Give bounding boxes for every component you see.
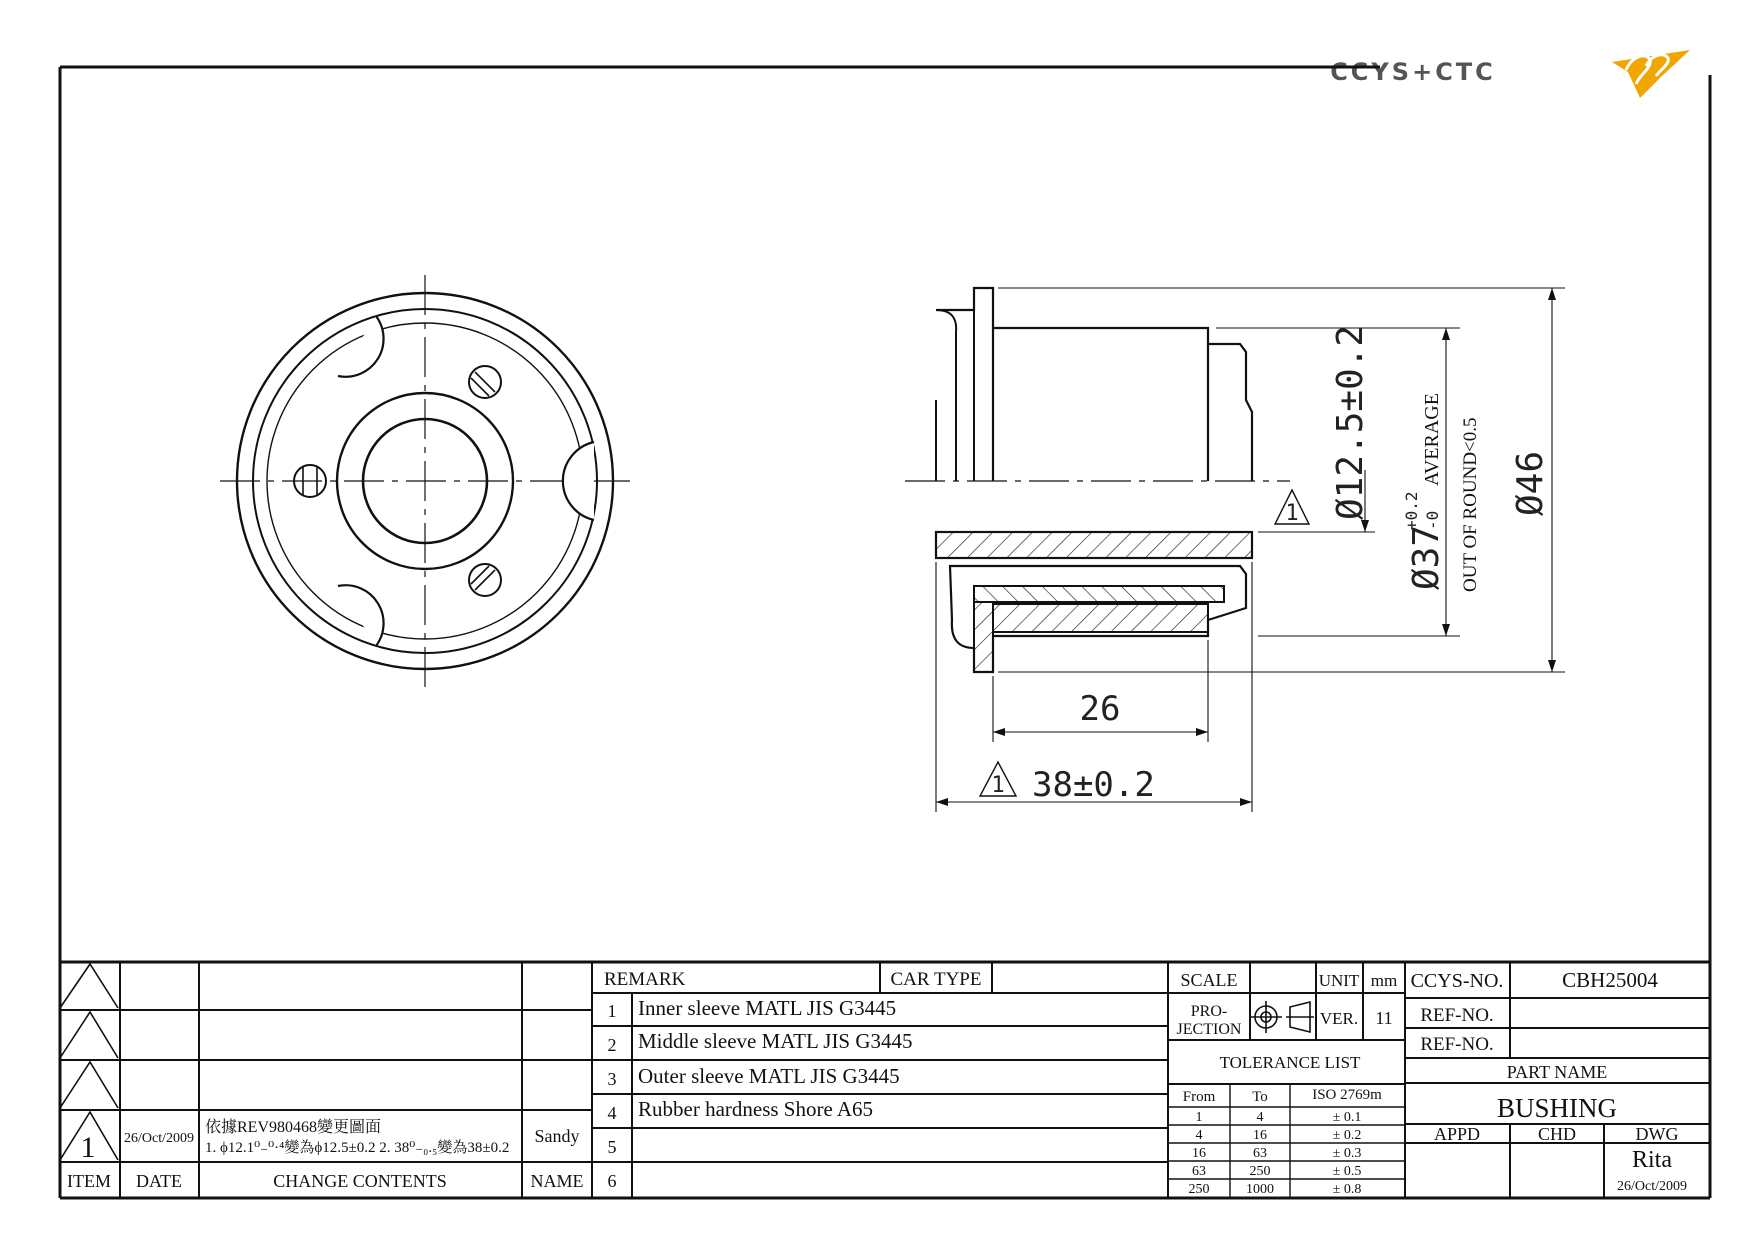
tol-to-1: 4 <box>1256 1110 1264 1125</box>
tol-value-2: ± 0.2 <box>1332 1128 1362 1143</box>
dim-out-of-round: OUT OF ROUND<0.5 <box>1460 417 1481 592</box>
tol-to-5: 1000 <box>1246 1182 1274 1197</box>
remark-header: REMARK <box>604 969 686 990</box>
tol-header-to: To <box>1252 1089 1268 1105</box>
remark-text-3: Outer sleeve MATL JIS G3445 <box>638 1064 900 1088</box>
tolerance-title: TOLERANCE LIST <box>1219 1053 1361 1072</box>
dwg-name: Rita <box>1632 1147 1672 1173</box>
unit-label: UNIT <box>1318 971 1360 990</box>
projection-symbol-icon <box>1250 1001 1314 1033</box>
remark-text-1: Inner sleeve MATL JIS G3445 <box>638 996 897 1020</box>
tol-from-4: 63 <box>1192 1164 1206 1179</box>
dim-outer-dia: Ø46 <box>1510 450 1551 516</box>
dim-avg-tol-lower: -0 <box>1423 510 1442 530</box>
tol-from-3: 16 <box>1192 1146 1206 1161</box>
remark-no-1: 1 <box>607 1001 617 1021</box>
remark-no-4: 4 <box>607 1103 617 1123</box>
remark-text-4: Rubber hardness Shore A65 <box>638 1097 874 1121</box>
rev-contents-4-line1: 依據REV980468變更圖面 <box>205 1119 382 1136</box>
dwg-label: DWG <box>1635 1124 1679 1144</box>
dwg-date: 26/Oct/2009 <box>1617 1179 1687 1194</box>
tol-to-3: 63 <box>1253 1146 1267 1161</box>
tol-from-5: 250 <box>1188 1182 1210 1197</box>
projection-label-1: PRO- <box>1190 1003 1228 1020</box>
chd-label: CHD <box>1537 1124 1577 1144</box>
tol-from-2: 4 <box>1195 1128 1203 1143</box>
dim-avg-tol-upper: +0.2 <box>1402 491 1421 530</box>
remark-no-3: 3 <box>607 1069 617 1089</box>
part-info-block <box>1411 968 1687 1194</box>
appd-label: APPD <box>1433 1124 1481 1144</box>
rev-date-4: 26/Oct/2009 <box>124 1131 194 1146</box>
tol-header-iso: ISO 2769m <box>1312 1087 1382 1103</box>
remark-text-2: Middle sleeve MATL JIS G3445 <box>638 1029 913 1053</box>
rev-contents-4-line2: 1. ϕ12.1⁰₋⁰·⁴變為ϕ12.5±0.2 2. 38⁰₋₀.₅變為38±0.2 <box>205 1140 510 1156</box>
dim-inner-dia: Ø12.5±0.2 <box>1330 324 1371 520</box>
ref-no-label-2: REF-NO. <box>1420 1034 1494 1055</box>
tol-to-2: 16 <box>1253 1128 1267 1143</box>
header-date: DATE <box>136 1171 182 1191</box>
company-logo <box>1330 50 1690 98</box>
rev-item-4: 1 <box>80 1131 96 1164</box>
tol-value-3: ± 0.3 <box>1332 1146 1362 1161</box>
rev-name-4: Sandy <box>534 1126 580 1146</box>
section-view <box>905 288 1290 672</box>
remark-no-2: 2 <box>607 1035 617 1055</box>
tol-to-4: 250 <box>1249 1164 1271 1179</box>
ccys-no-value: CBH25004 <box>1562 968 1658 992</box>
rev-marker-bottom: 1 <box>991 773 1005 798</box>
dim-width-26: 26 <box>1079 689 1121 729</box>
tol-from-1: 1 <box>1195 1110 1203 1125</box>
ver-value: 11 <box>1375 1008 1393 1028</box>
logo-text: CCYS+CTC <box>1330 58 1496 86</box>
ref-no-label-1: REF-NO. <box>1420 1005 1494 1026</box>
ccys-no-label: CCYS-NO. <box>1410 970 1504 992</box>
remark-table <box>604 969 981 1191</box>
header-item: ITEM <box>67 1171 111 1191</box>
scale-label: SCALE <box>1180 970 1238 990</box>
dim-avg-dia: Ø37 <box>1406 524 1447 590</box>
tol-header-from: From <box>1182 1089 1216 1105</box>
tol-value-5: ± 0.8 <box>1332 1182 1362 1197</box>
front-view <box>220 275 630 690</box>
projection-label-2: JECTION <box>1176 1021 1242 1038</box>
tol-value-1: ± 0.1 <box>1332 1110 1362 1125</box>
dim-width-38: 38±0.2 <box>1032 765 1155 805</box>
rev-marker-top: 1 <box>1285 501 1299 526</box>
remark-no-6: 6 <box>607 1171 617 1191</box>
remark-no-5: 5 <box>607 1137 617 1157</box>
car-type-label: CAR TYPE <box>890 969 982 990</box>
header-name: NAME <box>530 1171 584 1191</box>
ver-label: VER. <box>1319 1009 1359 1028</box>
revision-table <box>67 1118 584 1191</box>
unit-value: mm <box>1370 971 1398 990</box>
tol-value-4: ± 0.5 <box>1332 1164 1362 1179</box>
part-name-label: PART NAME <box>1506 1062 1608 1082</box>
dim-avg-label: AVERAGE <box>1421 393 1443 486</box>
part-name-value: BUSHING <box>1496 1093 1618 1123</box>
header-contents: CHANGE CONTENTS <box>273 1171 447 1191</box>
